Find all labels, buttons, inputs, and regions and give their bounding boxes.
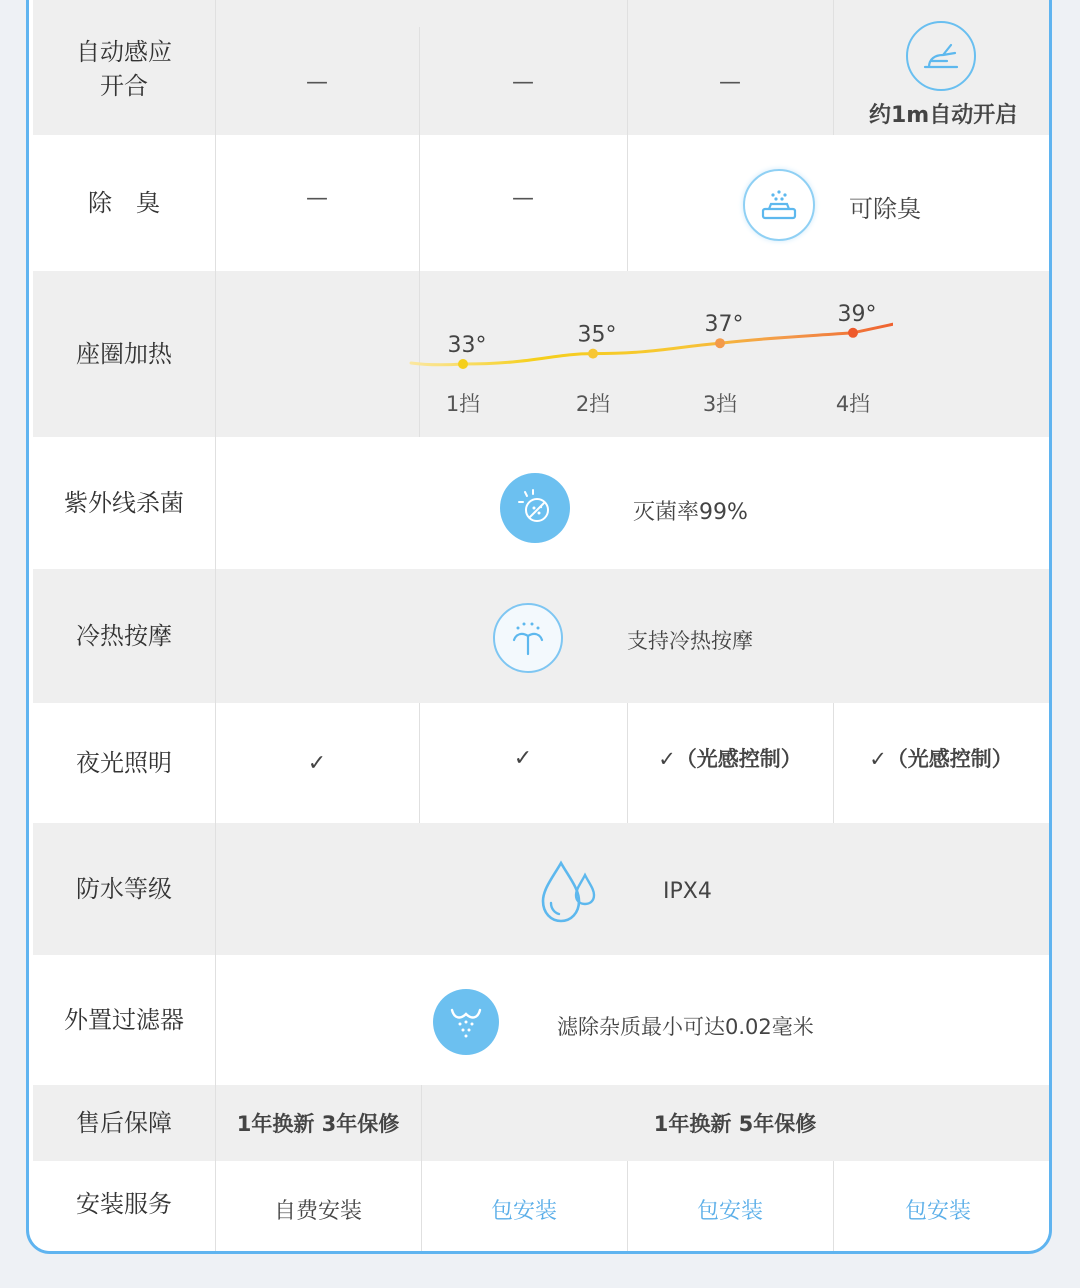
row-after-sales xyxy=(33,1085,1049,1161)
heat-level-label: 2挡 xyxy=(575,392,611,416)
row-seat-heating xyxy=(33,271,1049,437)
cell-deodorize-34: 可除臭 xyxy=(849,195,921,223)
comparison-card xyxy=(26,0,1052,1254)
massage-spray-icon xyxy=(493,603,563,673)
divider xyxy=(215,955,216,1085)
divider xyxy=(215,823,216,955)
cell-install-3: 包安装 xyxy=(696,1198,763,1224)
lid-sensor-icon xyxy=(906,21,976,91)
cell-night-light-4: ✓（光感控制） xyxy=(869,747,1013,771)
divider xyxy=(627,135,628,271)
uv-sterilize-icon xyxy=(500,473,570,543)
filter-icon xyxy=(433,989,499,1055)
row-label-massage: 冷热按摩 xyxy=(76,622,172,650)
row-filter xyxy=(33,955,1049,1085)
water-drops-icon xyxy=(537,859,601,925)
row-massage xyxy=(33,569,1049,703)
row-label-deodorize: 除 臭 xyxy=(88,189,160,217)
divider xyxy=(833,0,834,135)
cell-auto-open-1: — xyxy=(306,69,328,95)
cell-night-light-3: ✓（光感控制） xyxy=(658,747,802,771)
divider xyxy=(215,437,216,569)
cell-install-1: 自费安装 xyxy=(273,1198,362,1224)
cell-after-sales-1: 1年换新 3年保修 xyxy=(236,1112,400,1136)
heat-level-label: 1挡 xyxy=(445,392,481,416)
heat-value-label: 35° xyxy=(577,322,617,348)
label-line-1: 自动感应 xyxy=(76,38,172,66)
massage-text: 支持冷热按摩 xyxy=(627,629,753,653)
row-deodorize xyxy=(33,135,1049,271)
row-uv xyxy=(33,437,1049,569)
cell-deodorize-1: — xyxy=(306,185,328,211)
heat-level-label: 4挡 xyxy=(835,392,871,416)
heat-value-label: 37° xyxy=(704,312,744,338)
divider xyxy=(215,271,216,437)
waterproof-text: IPX4 xyxy=(663,879,712,904)
heat-point xyxy=(458,359,468,369)
uv-text: 灭菌率99% xyxy=(633,500,748,525)
cell-auto-open-4: 约1m自动开启 xyxy=(869,103,1018,128)
deodorize-icon xyxy=(743,169,815,241)
row-auto-open xyxy=(33,0,1049,135)
heat-point xyxy=(715,338,725,348)
heat-value-label: 33° xyxy=(447,333,487,358)
seat-heating-chart xyxy=(373,271,893,437)
filter-text: 滤除杂质最小可达0.02毫米 xyxy=(557,1015,814,1039)
heat-value-label: 39° xyxy=(837,301,877,327)
row-install xyxy=(33,1161,1049,1254)
cell-install-4: 包安装 xyxy=(904,1198,971,1224)
cell-after-sales-234: 1年换新 5年保修 xyxy=(653,1112,817,1136)
heat-level-label: 3挡 xyxy=(702,392,738,416)
row-label-install: 安装服务 xyxy=(76,1190,172,1218)
row-label-waterproof: 防水等级 xyxy=(76,875,172,903)
row-night-light xyxy=(33,703,1049,823)
row-label-auto-open xyxy=(33,0,215,135)
label-line-2: 开合 xyxy=(100,72,148,100)
heat-point xyxy=(848,328,858,338)
cell-deodorize-2: — xyxy=(512,185,534,211)
divider xyxy=(215,569,216,703)
row-label-after-sales: 售后保障 xyxy=(76,1109,172,1137)
row-label-filter: 外置过滤器 xyxy=(64,1006,184,1034)
heat-point xyxy=(588,349,598,359)
cell-install-2: 包安装 xyxy=(490,1198,557,1224)
cell-night-light-1: ✓ xyxy=(307,750,327,776)
row-label-uv: 紫外线杀菌 xyxy=(64,489,184,517)
cell-auto-open-2: — xyxy=(512,69,534,95)
row-waterproof xyxy=(33,823,1049,955)
row-label-night-light: 夜光照明 xyxy=(76,749,172,777)
cell-night-light-2: ✓ xyxy=(513,745,533,771)
cell-auto-open-3: — xyxy=(719,69,741,95)
row-label-seat-heating: 座圈加热 xyxy=(76,340,172,368)
